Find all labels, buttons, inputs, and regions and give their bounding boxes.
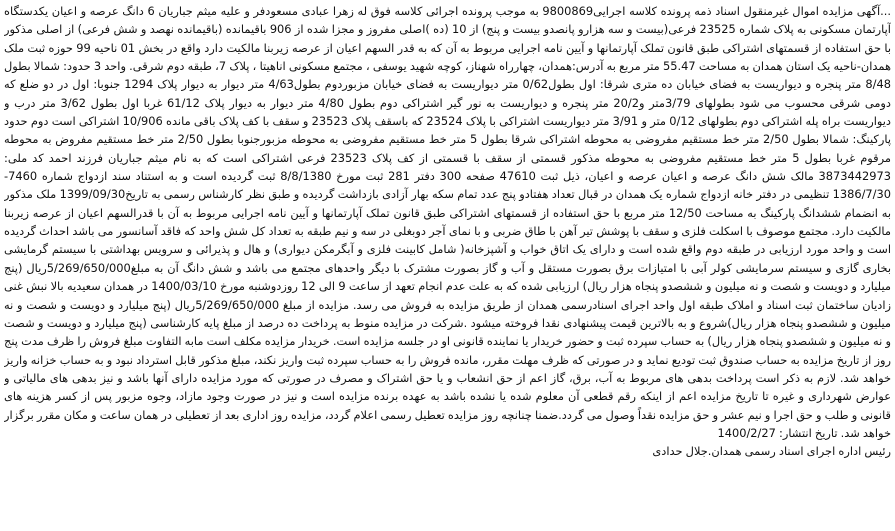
- notice-signature: رئیس اداره اجرای اسناد رسمی همدان.جلال حدادی: [652, 444, 891, 459]
- auction-notice: [4, 2, 891, 529]
- notice-body-text: ...آگهی مزایده اموال غیرمنقول اسناد ذمه پرونده کلاسه اجرایی9800869 به موجب پرونده اجرائی کلاسه فوق له زهرا عبادی مسعودفر و علیه میثم جباریان 6 دانگ عرصه و اعیان یکدستگاه آپارتمان مسکونی به پلاک شماره 23525 فرعی(بیست و سه هزارو پانصدو بیست و پنج) از 10 (ده )اصلی مفروز و مجزا شده از 906 باقیمانده (باقیمانده نهصد و شش فرعی) از اصلی مذکور با حق استفاده از قسمتهای اشتراکی طبق قانون تملک آپارتمانها و آیین نامه اجرایی مربوط به آن که به قدر السهم اعیان از عرصه زیربنا مالکیت دارد واقع در بخش 01 ناحیه 99 حوزه ثبت ملک همدان-ناحیه یک استان همدان به مساحت 55.47 متر مربع به آدرس:همدان، چهارراه شهناز، کوچه شهید یوسفی ، مجتمع مسکونی اناهیتا ، پلاک 7، طبقه دوم شرقی. واحد 3 حدود: شمالا بطول 8/48 متر پنجره و دیواریست به فضای خیابان ده متری شرقا: اول بطول0/62 متر دیواریست به فضای خیابان مزبوردوم بطول4/63 متر دیوار به دیوار پلاک 1294 جنوبا: اول در دو ضلع که دومی شرقی محسوب می شود بطولهای 3/79متر و20/2 متر پنجره و دیواریست به نور گیر اشتراکی دوم بطول 4/80 متر دیوار به دیوار پلاک 61/12 غربا اول بطول 3/62 متر درب و دیواریست براه پله اشتراکی دوم بطولهای 0/12 متر و 3/91 متر دیواریست اشتراکی با پلاک 23524 که باسقف پلاک 23523 و سقف با کف پلاک باقی مانده 10/906 اشتراکی است دوم حدود پارکینگ: شمالا بطول 2/50 متر خط مستقیم مفروضی به محوطه اشتراکی شرقا بطول 5 متر خط مستقیم مفروضی به محوطه مزبورجنوبا بطول 2/50 متر خط مستقیم مفروض به محوطه مرقوم غربا بطول 5 متر خط مستقیم مفروضی به محوطه مذکور قسمتی از سقف با قسمتی از کف پلاک 23523 فرعی اشتراکی است که به نام میثم جباریان فرزند احمد کد ملی: 3873442973 مالک شش دانگ عرصه و اعیان عرصه و اعیان، ذیل ثبت 47610 صفحه 300 دفتر 281 ثبت مورخ 8/8/1380 ثبت گردیده است و به استناد سند ازدواج شماره 7460-1386/7/30 تنظیمی در دفتر خانه ازدواج شماره یک همدان در قبال تعداد هفتادو پنج عدد تمام سکه بهار آزادی بازداشت گردیده و طبق نظر کارشناس رسمی به تاریخ1399/09/30 ملک مذکور به انضمام ششدانگ پارکینگ به مساحت 12/50 متر مربع با حق استفاده از قسمتهای اشتراکی طبق قانون تملک آپارتمانها و آیین نامه اجرایی مربوط به آن با قدرالسهم اعیان از عرصه زیربنا مالکیت دارد. مجتمع موصوف با اسکلت فلزی و سقف با پوشش تیر آهن با طاق ضربی و با نمای آجر دوبغلی در سه و نیم طبقه به تعداد کل شش واحد که فاقد آسانسور می باشد احداث گردیده است و واحد مورد ارزیابی در طبقه دوم واقع شده است و دارای یک اتاق خواب و آشپزخانه( شامل کابینت فلزی و آبگرمکن دیواری) و هال و پذیرائی و سرویس بهداشتی با سیستم گرمایشی بخاری گازی و سیستم سرمایشی کولر آبی با امتیازات برق بصورت مستقل و آب و گاز بصورت مشترک با دیگر واحدهای مجتمع می باشد و شش دانگ آن به مبلغ5/269/650/000ریال (پنج میلیارد و دویست و شصت و نه میلیون و ششصدو پنجاه هزار ریال) ارزیابی شده که به علت عدم انجام تعهد از ساعت 9 الی 12 روزدوشنبه مورخ 1400/03/10 در همدان سعیدیه بالا نبش غنی زادیان ساختمان ثبت اسناد و املاک طبقه اول واحد اجرای اسنادرسمی همدان از طریق مزایده به فروش می رسد. مزایده از مبلغ 5/269/650/000ریال (پنج میلیارد و دویست و شصت و نه میلیون و ششصدو پنجاه هزار ریال)شروع و به بالاترین قیمت پیشنهادی نقدا فروخته میشود .شرکت در مزایده منوط به پرداخت ده درصد از مبلغ پایه کارشناسی (پنج میلیارد و دویست و شصت و نه میلیون و ششصدو پنجاه هزار ریال) به حساب سپرده ثبت و حضور خریدار یا نماینده قانونی او در جلسه مزایده است. خریدار مزایده مکلف است مابه التفاوت مبلغ فروش را ظرف مدت پنج روز از تاریخ مزایده به حساب صندوق ثبت تودیع نماید و در صورتی که ظرف مهلت مقرر، مانده فروش را به حساب سپرده ثبت واریز نکند، مبلغ مذکور قابل استرداد نبود و به حساب خزانه واریز خواهد شد. لازم به ذکر است پرداخت بدهی های مربوط به آب، برق، گاز اعم از حق انشعاب و یا حق اشتراک و مصرف در صورتی که مورد مزایده دارای آنها باشد و نیز بدهی های مالیاتی و عوارض شهرداری و غیره تا تاریخ مزایده اعم از اینکه رقم قطعی آن معلوم شده یا نشده باشد به عهده برنده مزایده است و نیز در صورت وجود مازاد، وجوه مزبور پس از کسر هزینه های قانونی و طلب و حق اجرا و نیم عشر و حق مزایده نقداً وصول می گردد.ضمنا چنانچه روز مزایده تعطیل رسمی اعلام گردد، مزایده روز اداری بعد از تعطیلی در همان ساعت و مکان مقرر برگزار خواهد شد. تاریخ انتشار: 1400/2/27: [4, 4, 891, 440]
